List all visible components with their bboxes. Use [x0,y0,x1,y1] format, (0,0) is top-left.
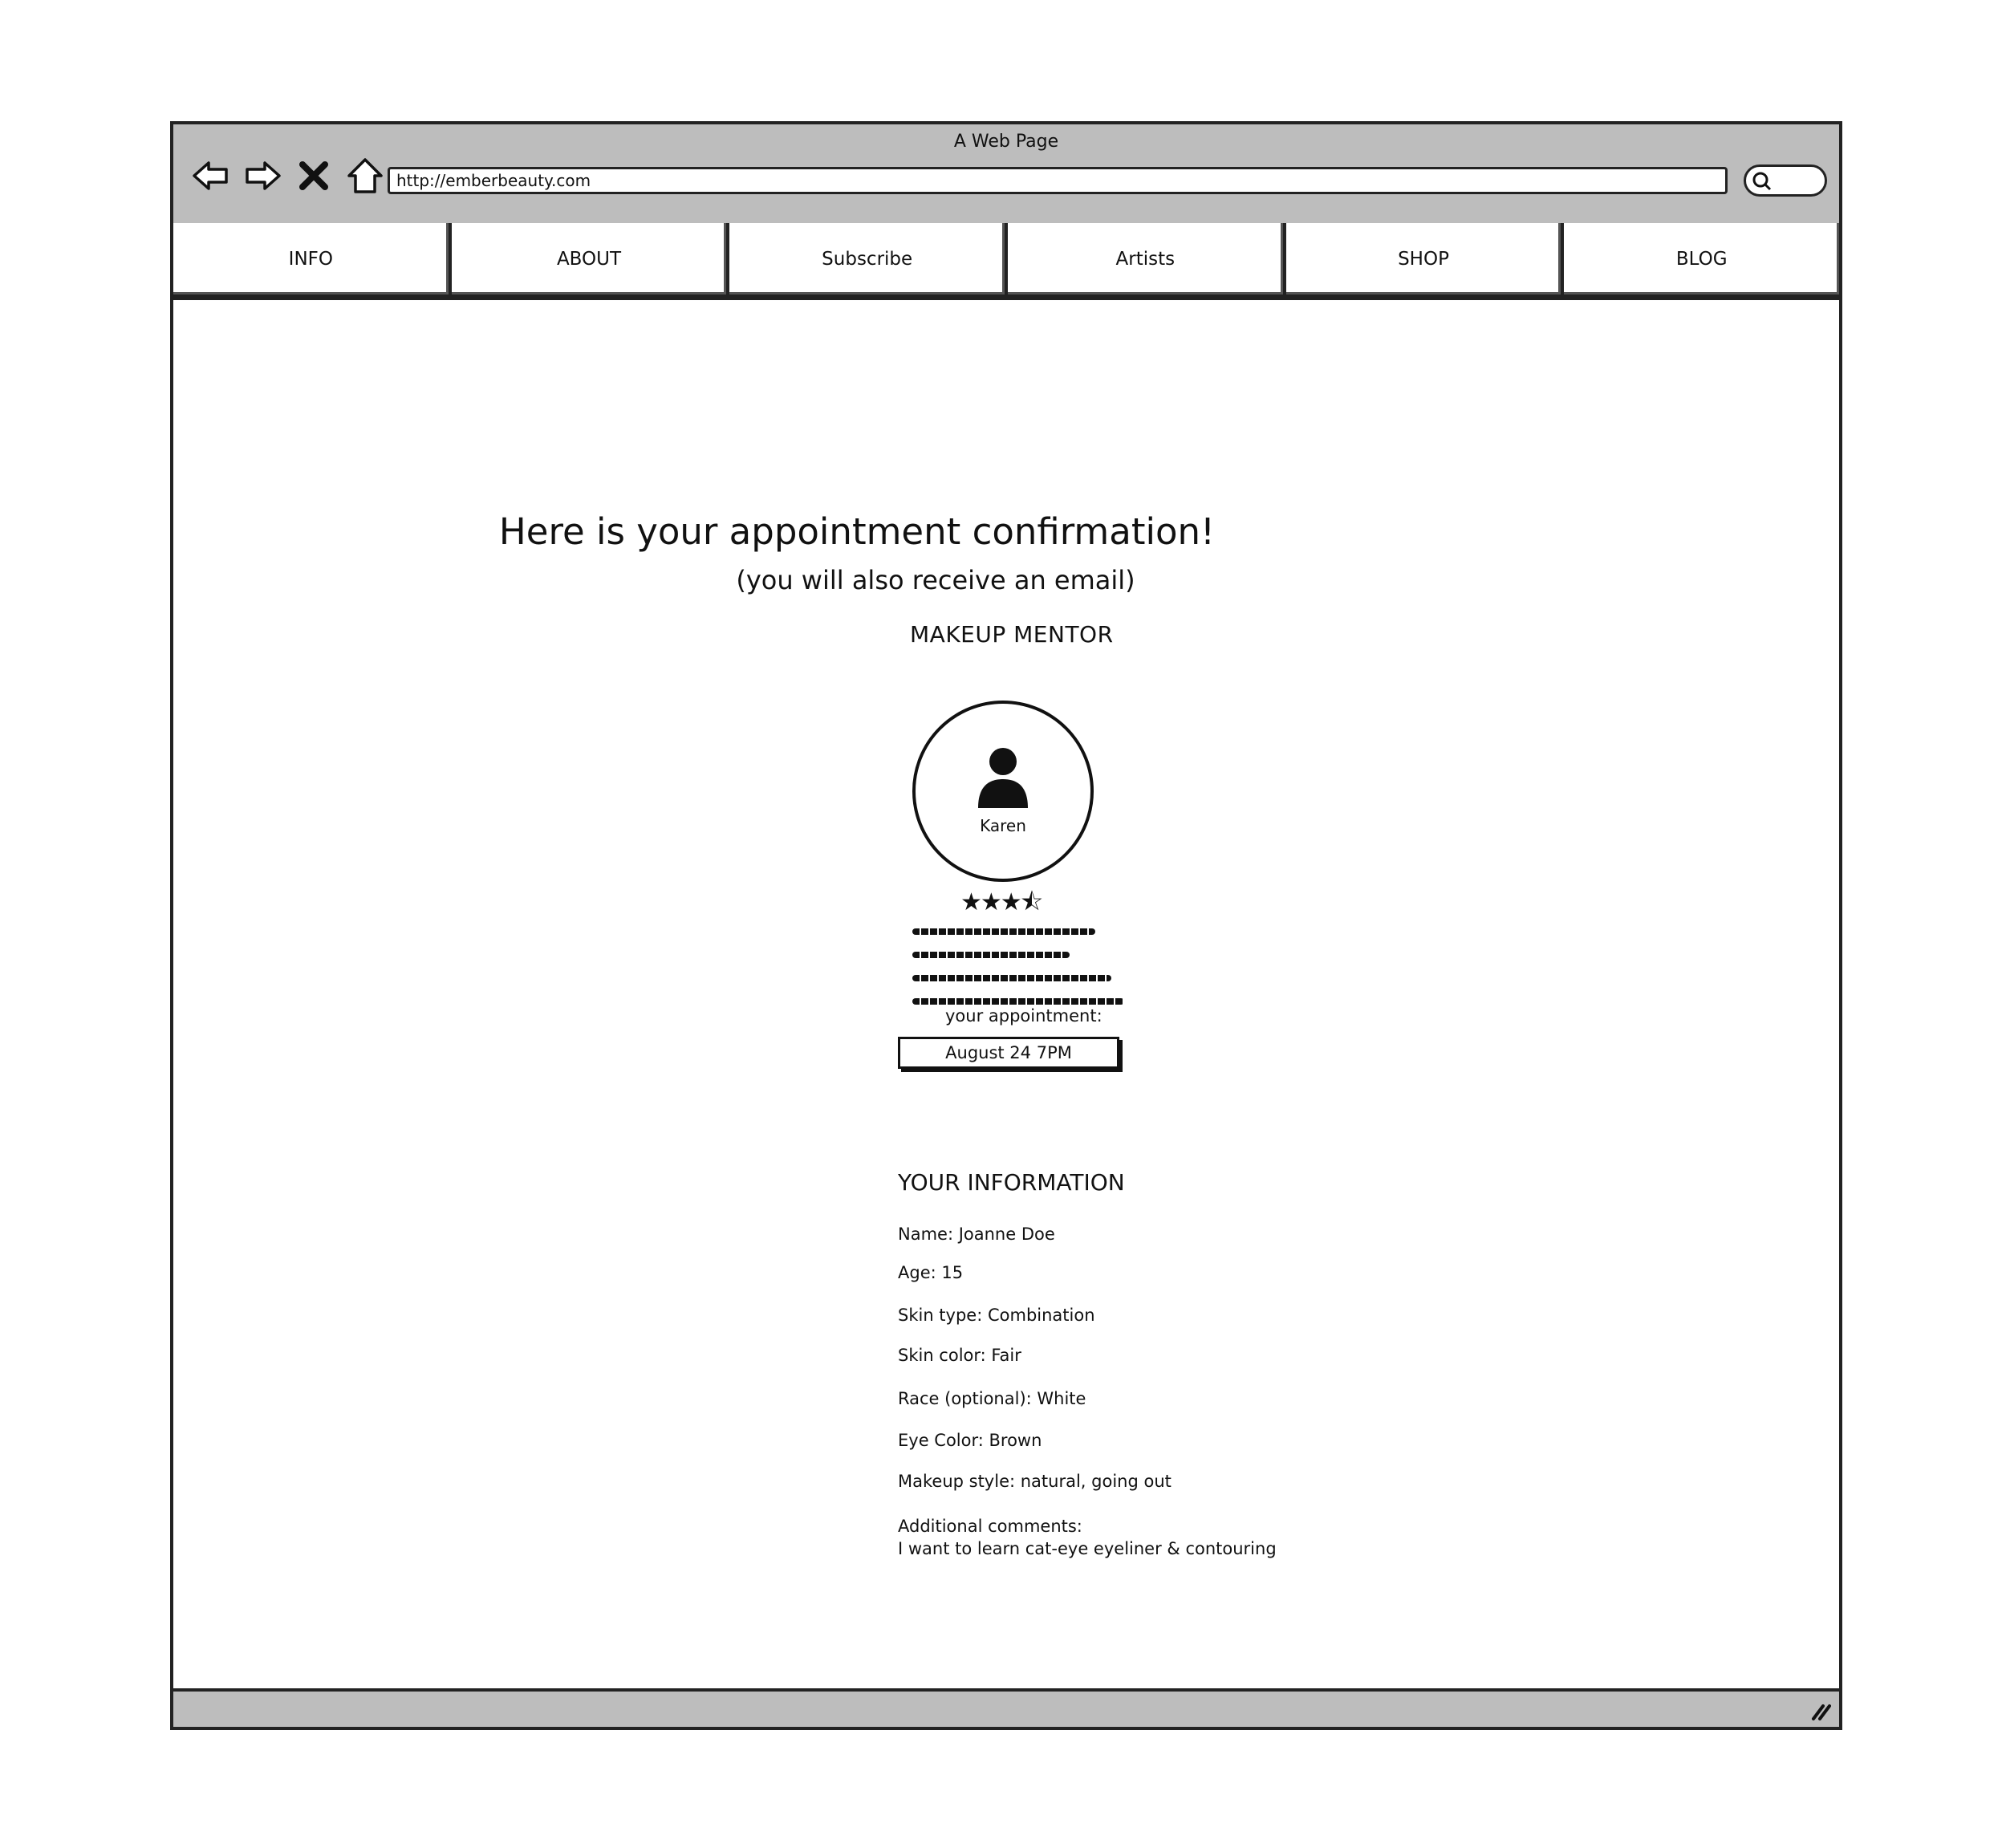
tab-info[interactable]: INFO [173,223,452,297]
resize-grip-icon[interactable] [1809,1700,1831,1722]
info-skin-color: Skin color: Fair [898,1346,1021,1365]
info-age: Age: 15 [898,1263,964,1282]
window-title: A Web Page [953,132,1059,152]
your-information-title: YOUR INFORMATION [898,1169,1125,1196]
tab-about[interactable]: ABOUT [452,223,730,297]
home-icon[interactable] [345,156,385,196]
browser-nav-buttons [191,153,385,198]
info-eye-color: Eye Color: Brown [898,1431,1042,1450]
forward-arrow-icon[interactable] [242,156,282,196]
mentor-bio-placeholder [912,912,1137,1005]
browser-statusbar [173,1688,1839,1727]
mentor-avatar[interactable] [912,701,1094,882]
page-subtitle: (you will also receive an email) [736,565,1135,595]
back-arrow-icon[interactable] [191,156,231,196]
tab-artists[interactable]: Artists [1008,223,1286,297]
bio-line [912,928,1095,935]
mentor-name: Karen [980,816,1026,835]
tab-blog[interactable]: BLOG [1564,223,1839,297]
tab-subscribe[interactable]: Subscribe [729,223,1008,297]
appointment-button[interactable]: August 24 7PM [898,1037,1119,1069]
info-comments-label: Additional comments: [898,1517,1082,1536]
browser-window [170,121,1842,1730]
page-content [173,300,1839,1692]
bio-line [912,975,1111,981]
info-race: Race (optional): White [898,1389,1086,1408]
mentor-section-title: MAKEUP MENTOR [910,621,1114,648]
star-rating: ★★★⯪ [960,888,1042,916]
search-icon [1752,171,1773,192]
bio-line [912,998,1124,1005]
person-icon [973,745,1033,810]
bio-line [912,952,1070,958]
info-comments-value: I want to learn cat-eye eyeliner & contouring [898,1539,1277,1558]
search-button[interactable] [1744,164,1827,197]
top-nav-tabs [173,223,1839,300]
info-makeup-style: Makeup style: natural, going out [898,1472,1172,1491]
url-input[interactable]: http://emberbeauty.com [388,167,1728,194]
page-title: Here is your appointment confirmation! [498,510,1216,553]
close-icon[interactable] [294,156,334,196]
tab-shop[interactable]: SHOP [1286,223,1565,297]
info-name: Name: Joanne Doe [898,1225,1055,1244]
browser-titlebar [173,124,1839,226]
appointment-label: your appointment: [945,1006,1102,1026]
info-skin-type: Skin type: Combination [898,1306,1095,1325]
